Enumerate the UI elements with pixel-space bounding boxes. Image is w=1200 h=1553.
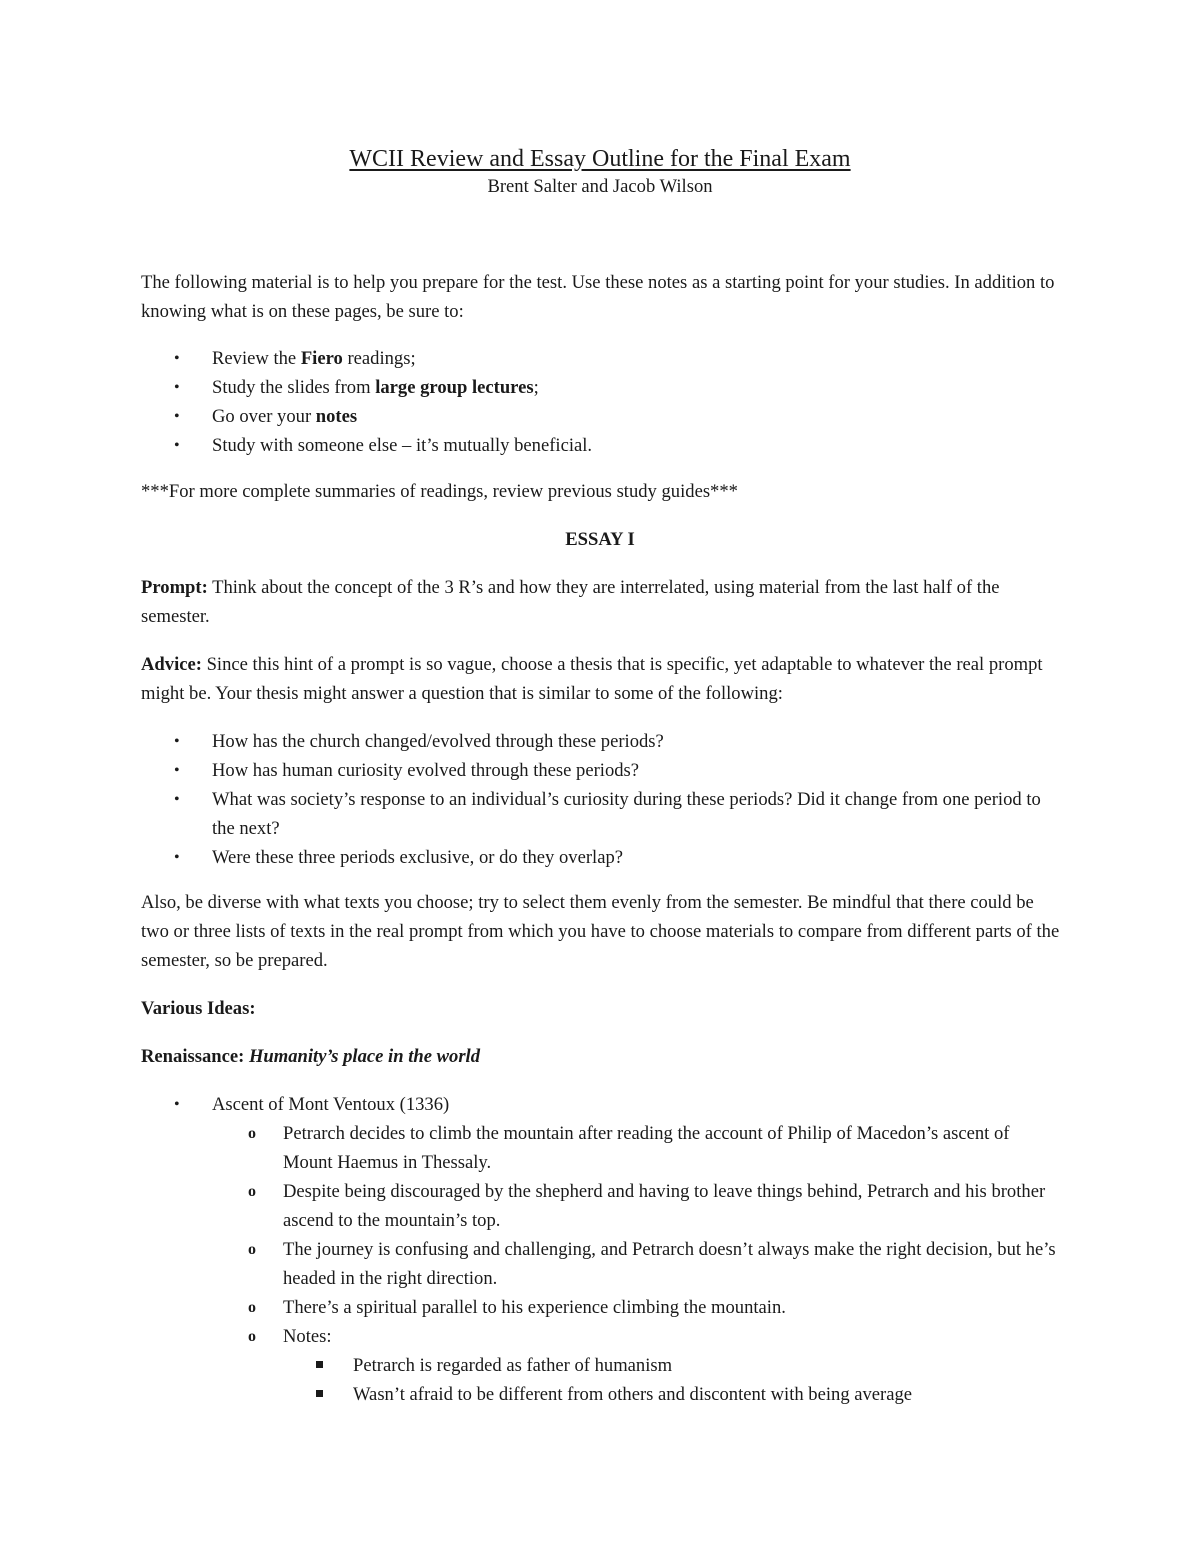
- bullet-icon: •: [174, 791, 180, 808]
- list-item: o There’s a spiritual parallel to his experience climbing the mountain.: [141, 1293, 1061, 1322]
- study-guide-note: ***For more complete summaries of readings, review previous study guides***: [141, 481, 738, 502]
- bullet-icon: •: [174, 849, 180, 866]
- circle-bullet-icon: o: [248, 1125, 256, 1142]
- list-item: • Study with someone else – it’s mutually beneficial.: [141, 431, 1061, 460]
- ventoux-notes: [141, 1351, 1061, 1409]
- bullet-icon: •: [174, 379, 180, 396]
- prompt-label: Prompt:: [141, 577, 208, 598]
- bullet-icon: •: [174, 1096, 180, 1113]
- renaissance-heading: Renaissance: Humanity’s place in the world: [141, 1046, 481, 1067]
- questions-list: [141, 727, 1061, 872]
- page-title: WCII Review and Essay Outline for the Final Exam: [349, 146, 851, 172]
- list-item: o Despite being discouraged by the shepherd and having to leave things behind, Petrarch and his brother ascend to the mountain’s top.: [141, 1177, 1061, 1235]
- list-item: Petrarch is regarded as father of humanism: [141, 1351, 1061, 1380]
- list-item: o Petrarch decides to climb the mountain after reading the account of Philip of Macedon’s ascent of Mount Haemus in Thessaly.: [141, 1119, 1061, 1177]
- list-item: • What was society’s response to an individual’s curiosity during these periods? Did it change from one period to the next?: [141, 785, 1061, 843]
- advice-text: Since this hint of a prompt is so vague, choose a thesis that is specific, yet adaptable to whatever the real prompt might be. Your thesis might answer a question that is similar to some of the following:: [141, 654, 1043, 704]
- list-item: • Were these three periods exclusive, or do they overlap?: [141, 843, 1061, 872]
- circle-bullet-icon: o: [248, 1328, 256, 1345]
- list-item: o Notes:: [141, 1322, 1061, 1351]
- intro-section: [141, 268, 1061, 326]
- ventoux-section: [141, 1090, 1061, 1409]
- circle-bullet-icon: o: [248, 1299, 256, 1316]
- also-section: Also, be diverse with what texts you choose; try to select them evenly from the semester. Be mindful that there could be two or three lists of texts in the real prompt from which you have to choose materials to compare from different parts of the semester, so be prepared.: [141, 892, 1060, 971]
- list-item: • Go over your notes: [141, 402, 1061, 431]
- bullet-icon: •: [174, 437, 180, 454]
- bullet-icon: •: [174, 408, 180, 425]
- bullet-icon: •: [174, 350, 180, 367]
- authors-line: Brent Salter and Jacob Wilson: [487, 176, 713, 197]
- ventoux-list: [141, 1090, 1061, 1119]
- renaissance-theme: Humanity’s place in the world: [248, 1046, 481, 1067]
- various-ideas-heading: Various Ideas:: [141, 998, 256, 1019]
- checklist-section: [141, 344, 1061, 460]
- list-item: Wasn’t afraid to be different from others and discontent with being average: [141, 1380, 1061, 1409]
- bullet-icon: •: [174, 762, 180, 779]
- ventoux-points: [141, 1119, 1061, 1351]
- bullet-icon: •: [174, 733, 180, 750]
- list-item: • How has the church changed/evolved through these periods?: [141, 727, 1061, 756]
- advice-section: [141, 650, 1061, 708]
- circle-bullet-icon: o: [248, 1241, 256, 1258]
- list-item: • Study the slides from large group lectures;: [141, 373, 1061, 402]
- list-item: • How has human curiosity evolved through these periods?: [141, 756, 1061, 785]
- prompt-text: Think about the concept of the 3 R’s and how they are interrelated, using material from the last half of the semester.: [141, 577, 1000, 627]
- questions-section: [141, 727, 1061, 872]
- square-bullet-icon: [316, 1361, 323, 1368]
- list-item: • Ascent of Mont Ventoux (1336): [141, 1090, 1061, 1119]
- intro-paragraph: The following material is to help you prepare for the test. Use these notes as a starting point for your studies. In addition to knowing what is on these pages, be sure to:: [141, 272, 1055, 322]
- list-item: • Review the Fiero readings;: [141, 344, 1061, 373]
- prompt-section: [141, 573, 1061, 631]
- list-item: o The journey is confusing and challenging, and Petrarch doesn’t always make the right decision, but he’s headed in the right direction.: [141, 1235, 1061, 1293]
- checklist: [141, 344, 1061, 460]
- advice-label: Advice:: [141, 654, 202, 675]
- circle-bullet-icon: o: [248, 1183, 256, 1200]
- essay-heading: ESSAY I: [565, 529, 635, 550]
- square-bullet-icon: [316, 1390, 323, 1397]
